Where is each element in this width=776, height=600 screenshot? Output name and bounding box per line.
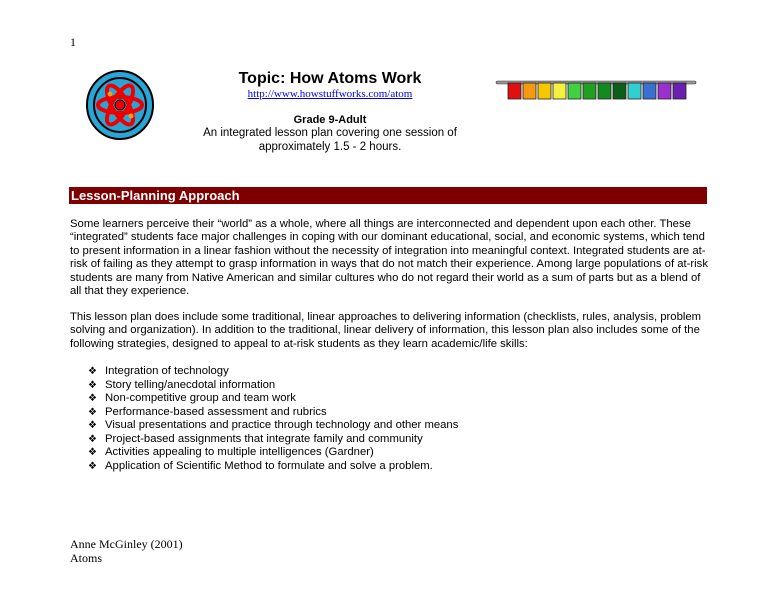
list-item <box>88 460 458 474</box>
list-item <box>88 392 458 406</box>
diamond-bullet-icon: ❖ <box>88 433 97 445</box>
list-item-text: Story telling/anecdotal information <box>105 378 276 391</box>
list-item <box>88 406 458 420</box>
diamond-bullet-icon: ❖ <box>88 379 97 391</box>
description-line-2: approximately 1.5 - 2 hours. <box>258 141 402 153</box>
list-item <box>88 419 458 433</box>
source-link[interactable]: http://www.howstuffworks.com/atom <box>247 88 413 100</box>
paragraph-intro: Some learners perceive their “world” as a whole, where all things are interconnected and dependent upon each other. These “integrated” students face major challenges in coping with our dominant educational, social, and economic systems, which tend to present information in a linear fashion without the necessity of integration into meaningful context. Integrated students are at-risk of failing as they attempt to grasp information in ways that do not match their experience. Among large populations of at-risk students are many from Native American and similar cultures who do not regard their world as a sum of parts but as a blend of all that they experience. <box>70 218 708 298</box>
diamond-bullet-icon: ❖ <box>88 447 97 458</box>
crayon-rainbow-icon <box>494 77 698 103</box>
list-item <box>88 446 458 460</box>
list-item <box>88 433 458 447</box>
page-number: 1 <box>70 35 76 49</box>
diamond-bullet-icon: ❖ <box>88 393 97 404</box>
list-item-text: Activities appealing to multiple intelligences (Gardner) <box>105 446 374 458</box>
list-item-text: Project-based assignments that integrate family and community <box>105 432 423 445</box>
list-item-text: Non-competitive group and team work <box>105 392 296 404</box>
footer <box>70 537 183 565</box>
footer-author: Anne McGinley (2001) <box>70 537 183 551</box>
list-item-text: Integration of technology <box>105 365 229 377</box>
paragraph-approach: This lesson plan does include some traditional, linear approaches to delivering information (checklists, rules, analysis, problem solving and organization). In addition to the traditional, linear delivery of information, this lesson plan also includes some of the following strategies, designed to appeal to at-risk students as they learn academic/life skills: <box>70 311 702 350</box>
document-title: Topic: How Atoms Work <box>238 70 422 87</box>
diamond-bullet-icon: ❖ <box>88 366 97 377</box>
list-item-text: Application of Scientific Method to formulate and solve a problem. <box>105 459 433 472</box>
list-item <box>88 365 458 379</box>
strategy-list <box>88 365 458 473</box>
document-header <box>200 70 460 154</box>
list-item-text: Visual presentations and practice through technology and other means <box>105 419 459 431</box>
list-item <box>88 379 458 393</box>
diamond-bullet-icon: ❖ <box>88 460 97 472</box>
diamond-bullet-icon: ❖ <box>88 406 97 418</box>
atom-logo-icon <box>85 70 155 140</box>
description-line-1: An integrated lesson plan covering one session of <box>203 127 457 139</box>
footer-subject: Atoms <box>70 551 103 565</box>
grade-level: Grade 9-Adult <box>293 114 367 126</box>
diamond-bullet-icon: ❖ <box>88 420 97 431</box>
section-heading: Lesson-Planning Approach <box>69 187 707 204</box>
list-item-text: Performance-based assessment and rubrics <box>105 405 327 418</box>
